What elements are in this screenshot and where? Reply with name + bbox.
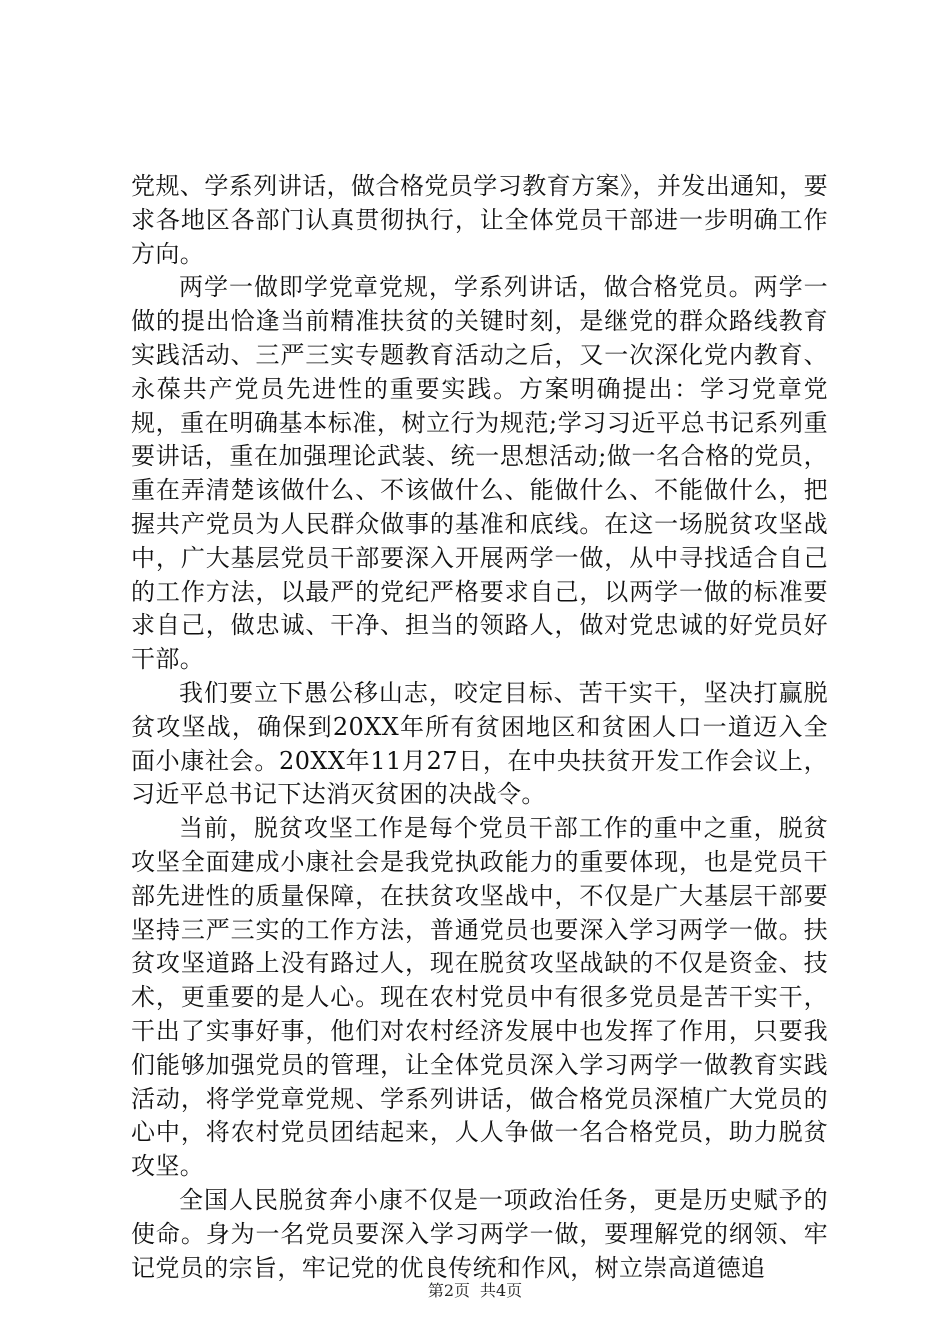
page-number: 第2页: [427, 1281, 470, 1300]
document-body: [131, 170, 828, 1285]
page-total: 共4页: [480, 1281, 523, 1300]
paragraph-5: 全国人民脱贫奔小康不仅是一项政治任务，更是历史赋予的使命。身为一名党员要深入学习两学一做，要理解党的纲领、牢记党员的宗旨，牢记党的优良传统和作风，树立崇高道德追: [131, 1185, 828, 1282]
paragraph-1: 党规、学系列讲话，做合格党员学习教育方案》，并发出通知，要求各地区各部门认真贯彻执行，让全体党员干部进一步明确工作方向。: [131, 172, 828, 268]
paragraph-4: 当前，脱贫攻坚工作是每个党员干部工作的重中之重，脱贫攻坚全面建成小康社会是我党执政能力的重要体现，也是党员干部先进性的质量保障，在扶贫攻坚战中，不仅是广大基层干部要坚持三严三实的工作方法，普通党员也要深入学习两学一做。扶贫攻坚道路上没有路过人，现在脱贫攻坚战缺的不仅是资金、技术，更重要的是人心。现在农村党员中有很多党员是苦干实干，干出了实事好事，他们对农村经济发展中也发挥了作用，只要我们能够加强党员的管理，让全体党员深入学习两学一做教育实践活动，将学党章党规、学系列讲话，做合格党员深植广大党员的心中，将农村党员团结起来，人人争做一名合格党员，助力脱贫攻坚。: [131, 814, 828, 1181]
paragraph-2: 两学一做即学党章党规，学系列讲话，做合格党员。两学一做的提出恰逢当前精准扶贫的关键时刻，是继党的群众路线教育实践活动、三严三实专题教育活动之后，又一次深化党内教育、永葆共产党员先进性的重要实践。方案明确提出：学习党章党规，重在明确基本标准，树立行为规范;学习习近平总书记系列重要讲话，重在加强理论武装、统一思想活动;做一名合格的党员，重在弄清楚该做什么、不该做什么、能做什么、不能做什么，把握共产党员为人民群众做事的基准和底线。在这一场脱贫攻坚战中，广大基层党员干部要深入开展两学一做，从中寻找适合自己的工作方法，以最严的党纪严格要求自己，以两学一做的标准要求自己，做忠诚、干净、担当的领路人，做对党忠诚的好党员好干部。: [131, 273, 828, 674]
page-footer: [0, 1281, 950, 1301]
paragraph-3: 我们要立下愚公移山志，咬定目标、苦干实干，坚决打赢脱贫攻坚战，确保到20XX年所有贫困地区和贫困人口一道迈入全面小康社会。20XX年11月27日，在中央扶贫开发工作会议上，习近平总书记下达消灭贫困的决战令。: [131, 678, 828, 809]
